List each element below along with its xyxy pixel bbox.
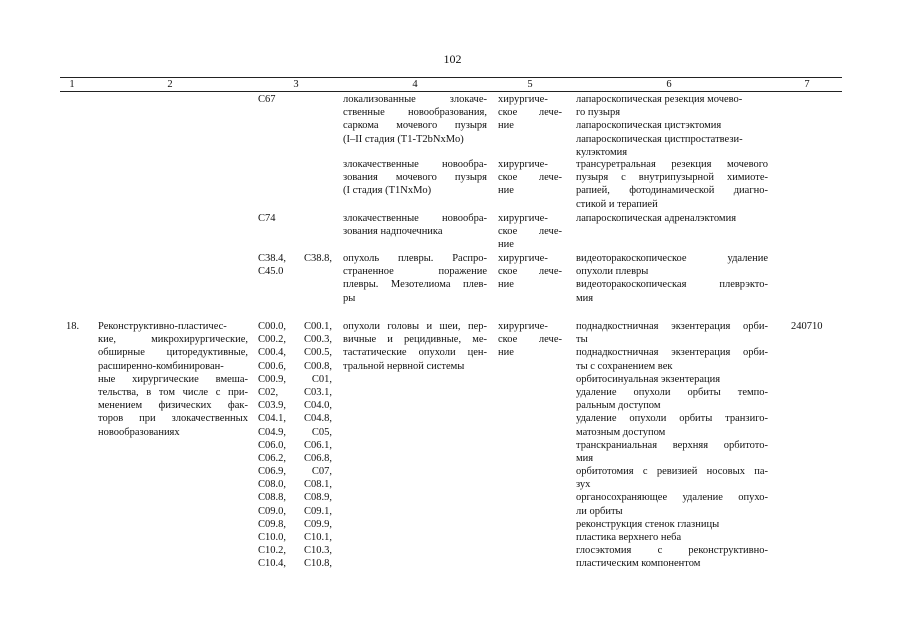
cost-cell: 240710 xyxy=(791,321,823,332)
treatment-cell: хирургиче- ское лече- ние xyxy=(498,253,562,291)
treatment-cell: хирургиче- ское лече- ние xyxy=(498,213,562,251)
methods-cell: лапароскопическая адреналэктомия xyxy=(576,213,737,224)
row-number: 18. xyxy=(66,321,80,332)
code-list-cell: C00.0, C00.1, C00.2, C00.3, C00.4, C00.5, C00.6, C00.8, C00.9, C01, C02, C03.1, C03.9, C04.0, C04.1, C04.8, C04.9, C05, C06.0, C06.1, C06.2, C06.8, C06.9, C07, C08.0, C08.1, C08.8, C08.9, C09.0, C09.1, C09.8, C09.9, C10.0, C10.1, C10.2, C10.3, C10.4, C10.8, xyxy=(258,321,332,570)
diagnosis-cell: злокачественные новообра- зования надпочечника xyxy=(343,213,487,238)
header-col-2: 2 xyxy=(167,79,173,90)
diagnosis-cell: опухоль плевры. Распро- страненное поражение плевры. Мезотелиома плев- ры xyxy=(343,253,487,304)
treatment-cell: хирургиче- ское лече- ние xyxy=(498,321,562,359)
treatment-cell: хирургиче- ское лече- ние xyxy=(498,159,562,197)
header-col-6: 6 xyxy=(666,79,672,90)
methods-cell: поднадкостничная экзентерация орби- ты поднадкостничная экзентерация орби- ты с сохранением век орбитосинуальная экзентерация удаление опухоли орбиты темпо- ральным доступом удаление опухоли орбиты транзиго- матозным доступом транскраниальная верхняя орбитото- мия орбитотомия с ревизией носовых па- зух органосохраняющее удаление опухо- ли орбиты реконструкция стенок глазницы пластика верхнего неба глосэктомия с реконструктивно- пластическим компонентом xyxy=(576,321,768,570)
methods-cell: трансуретральная резекция мочевого пузыря с внутрипузырной химиоте- рапией, фотодинамической диагно- стикой и терапией xyxy=(576,159,768,210)
diagnosis-cell: локализованные злокаче- ственные новообразования, саркома мочевого пузыря (I–II стадия (T1-T2bNxMo) xyxy=(343,94,487,145)
service-name-cell: Реконструктивно-пластичес- кие, микрохирургические, обширные циторедуктивные, расширенно-комбинирован- ные хирургические вмеша- тельства, в том числе с при- менением физических фак- торов при злокачественных новообразованиях xyxy=(98,321,248,438)
page-number: 102 xyxy=(443,52,462,66)
methods-cell: лапароскопическая резекция мочево- го пузыря лапароскопическая цистэктомия лапароскопическая цистпростатвези- кулэктомия xyxy=(576,94,743,158)
header-col-5: 5 xyxy=(527,79,533,90)
header-col-7: 7 xyxy=(804,79,810,90)
methods-cell: видеоторакоскопическое удаление опухоли плевры видеоторакоскопическая плеврэкто- мия xyxy=(576,253,768,304)
code-cell: C74 xyxy=(258,213,276,224)
header-col-3: 3 xyxy=(293,79,299,90)
diagnosis-cell: злокачественные новообра- зования мочевого пузыря (I стадия (T1NxMo) xyxy=(343,159,487,197)
diagnosis-cell: опухоли головы и шеи, пер- вичные и рецидивные, ме- тастатические опухоли цен- тральной нервной системы xyxy=(343,321,487,372)
code-cell: C67 xyxy=(258,94,276,105)
header-col-1: 1 xyxy=(69,79,75,90)
code-cell: C38.4, C38.8, C45.0 xyxy=(258,253,332,278)
header-col-4: 4 xyxy=(412,79,418,90)
table-header-border xyxy=(60,91,842,92)
table-top-border xyxy=(60,77,842,78)
treatment-cell: хирургиче- ское лече- ние xyxy=(498,94,562,132)
